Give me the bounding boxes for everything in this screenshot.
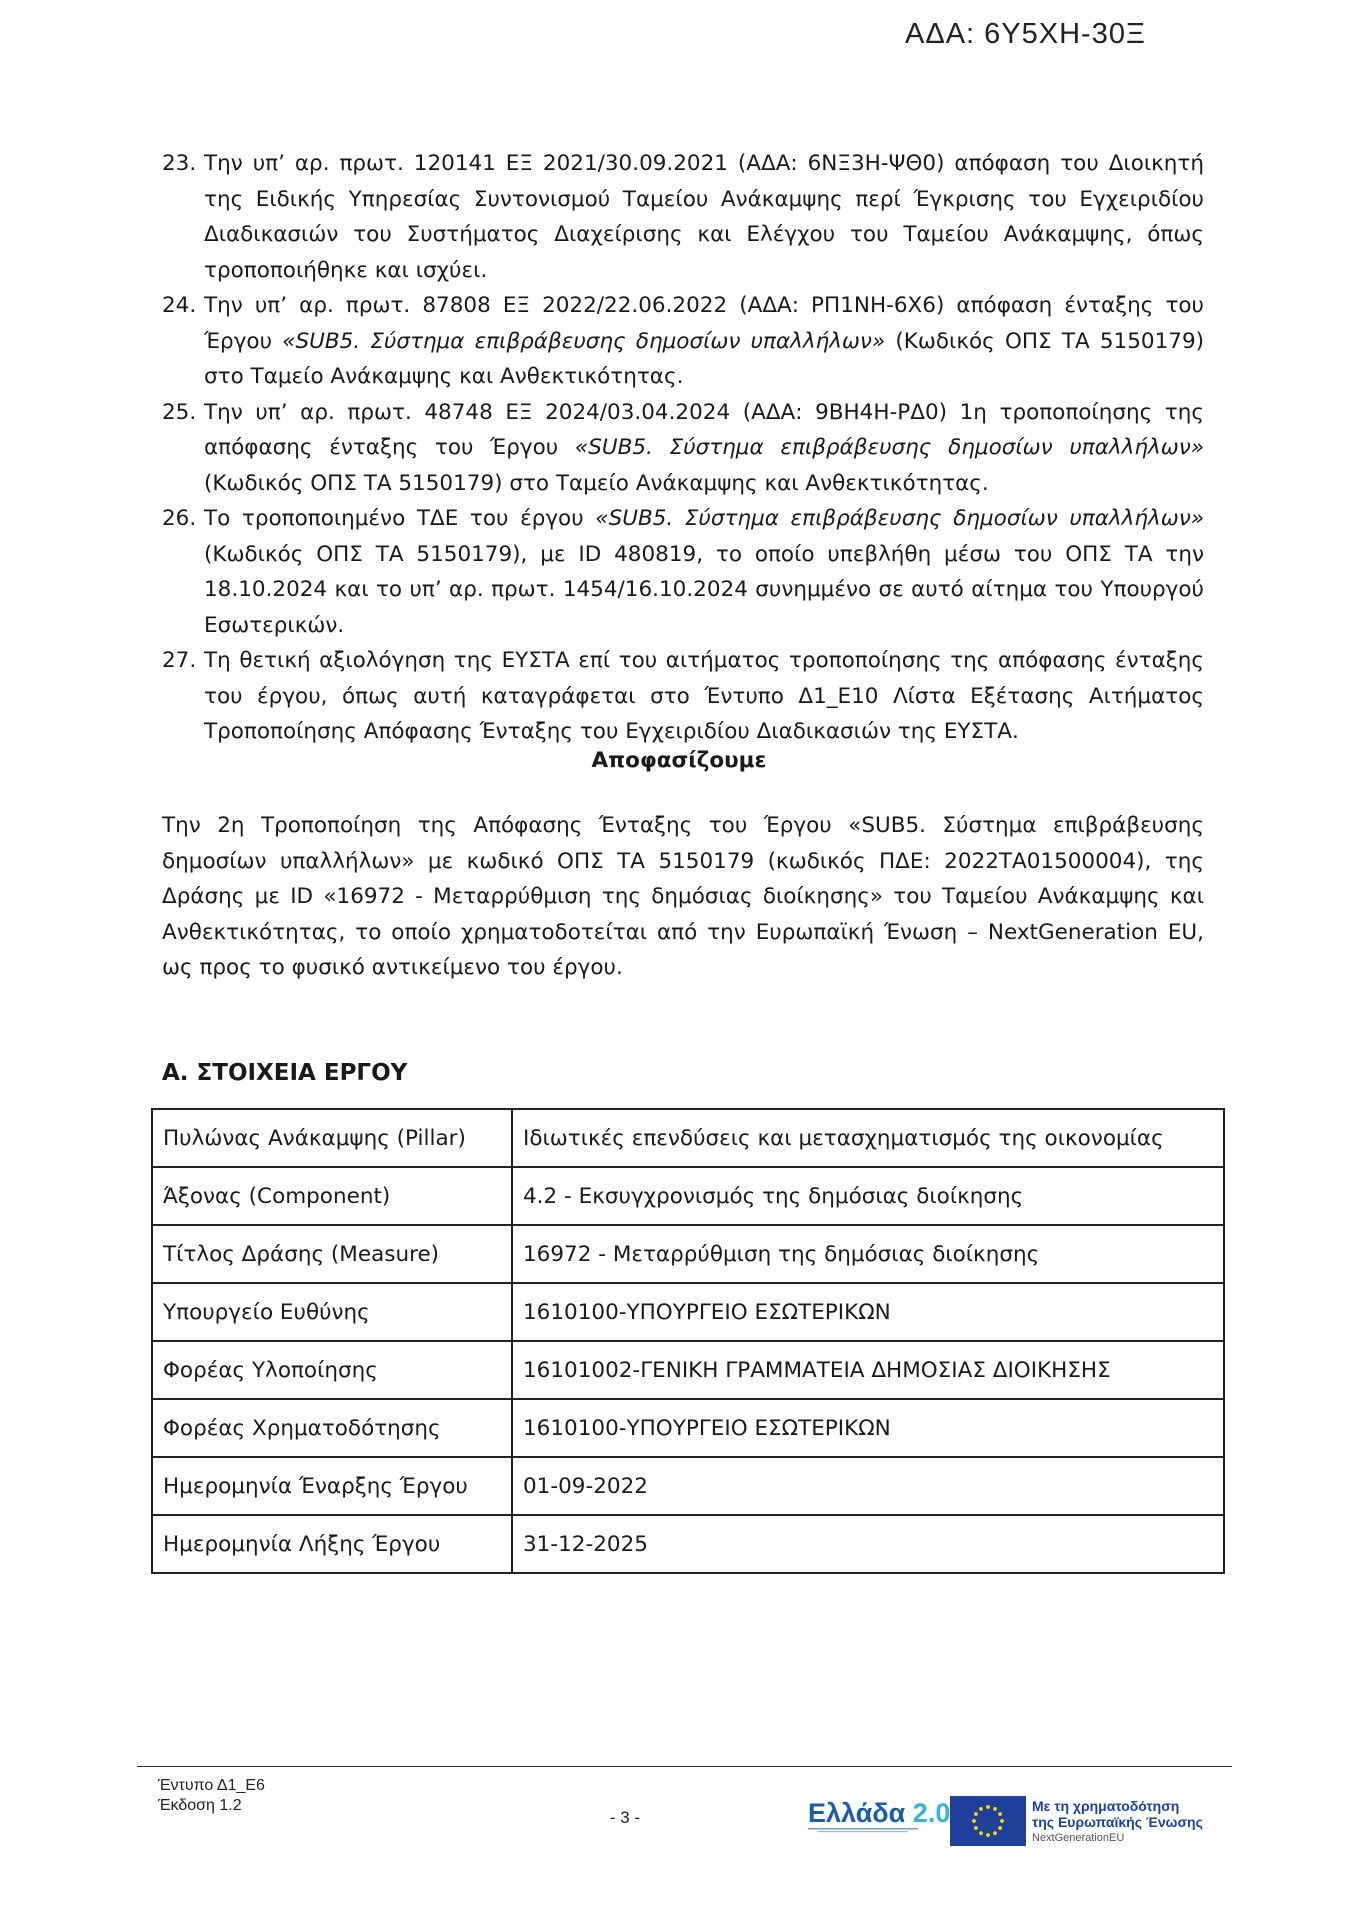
project-title: «SUB5. Σύστημα επιβράβευσης δημοσίων υπαλλήλων»: [574, 435, 1204, 460]
row-value: 1610100-ΥΠΟΥΡΓΕΙΟ ΕΣΩΤΕΡΙΚΩΝ: [512, 1399, 1224, 1457]
list-item: [162, 288, 1204, 395]
row-label: Ημερομηνία Λήξης Έργου: [152, 1515, 512, 1573]
footer-divider: [137, 1766, 1232, 1767]
greece-2-0-logo: Ελλάδα 2.0: [808, 1798, 958, 1848]
considerations-list: [162, 146, 1204, 750]
row-label: Υπουργείο Ευθύνης: [152, 1283, 512, 1341]
item-text: Το τροποποιημένο ΤΔΕ του έργου «SUB5. Σύστημα επιβράβευσης δημοσίων υπαλλήλων» (Κωδικός ΟΠΣ ΤΑ 5150179), με ID 480819, το οποίο υπεβλήθη μέσω του ΟΠΣ ΤΑ την 18.10.2024 και το υπ’ αρ. πρωτ. 1454/16.10.2024 συνημμένο σε αυτό αίτημα του Υπουργού Εσωτερικών.: [204, 506, 1204, 638]
table-row: [152, 1399, 1224, 1457]
table-row: [152, 1283, 1224, 1341]
form-version: Έκδοση 1.2: [158, 1797, 242, 1814]
project-details-table: [151, 1108, 1225, 1574]
project-title: «SUB5. Σύστημα επιβράβευσης δημοσίων υπαλλήλων»: [282, 328, 886, 354]
table-row: [152, 1109, 1224, 1167]
decision-paragraph: Την 2η Τροποποίηση της Απόφασης Ένταξης του Έργου «SUB5. Σύστημα επιβράβευσης δημοσίων υπαλλήλων» με κωδικό ΟΠΣ ΤΑ 5150179 (κωδικός ΠΔΕ: 2022ΤΑ01500004), της Δράσης με ID «16972 - Μεταρρύθμιση της δημόσιας διοίκησης» του Ταμείου Ανάκαμψης και Ανθεκτικότητας, το οποίο χρηματοδοτείται από την Ευρωπαϊκή Ένωση – NextGeneration EU, ως προς το φυσικό αντικείμενο του έργου.: [162, 813, 1204, 980]
row-value: 16101002-ΓΕΝΙΚΗ ΓΡΑΜΜΑΤΕΙΑ ΔΗΜΟΣΙΑΣ ΔΙΟΙΚΗΣΗΣ: [512, 1341, 1224, 1399]
decision-heading: Αποφασίζουμε: [591, 748, 767, 773]
form-code: [158, 1776, 265, 1816]
row-label: Τίτλος Δράσης (Measure): [152, 1225, 512, 1283]
list-item: [162, 643, 1204, 750]
row-label: Άξονας (Component): [152, 1167, 512, 1225]
list-item: [162, 395, 1204, 502]
project-title: «SUB5. Σύστημα επιβράβευσης δημοσίων υπαλλήλων»: [595, 506, 1204, 531]
list-item: [162, 501, 1204, 643]
item-number: 24.: [162, 293, 197, 318]
page-number: - 3 -: [609, 1808, 641, 1827]
item-number: 23.: [162, 151, 197, 176]
item-number: 26.: [162, 506, 197, 531]
item-number: 25.: [162, 399, 197, 425]
row-value: 16972 - Μεταρρύθμιση της δημόσιας διοίκησης: [512, 1225, 1224, 1283]
item-text: Τη θετική αξιολόγηση της ΕΥΣΤΑ επί του αιτήματος τροποποίησης της απόφασης ένταξης του έργου, όπως αυτή καταγράφεται στο Έντυπο Δ1_Ε10 Λίστα Εξέτασης Αιτήματος Τροποποίησης Απόφασης Ένταξης του Εγχειριδίου Διαδικασιών της ΕΥΣΤΑ.: [204, 648, 1204, 744]
eu-funding-text: Με τη χρηματοδότηση της Ευρωπαϊκής Ένωσης NextGenerationEU: [1032, 1798, 1203, 1844]
table-row: [152, 1225, 1224, 1283]
row-label: Φορέας Χρηματοδότησης: [152, 1399, 512, 1457]
item-text: Την υπ’ αρ. πρωτ. 87808 ΕΞ 2022/22.06.2022 (ΑΔΑ: ΡΠ1ΝΗ-6Χ6) απόφαση ένταξης του Έργου «SUB5. Σύστημα επιβράβευσης δημοσίων υπαλλήλων» (Κωδικός ΟΠΣ ΤΑ 5150179) στο Ταμείο Ανάκαμψης και Ανθεκτικότητας.: [204, 293, 1205, 389]
table-row: [152, 1515, 1224, 1573]
row-label: Πυλώνας Ανάκαμψης (Pillar): [152, 1109, 512, 1167]
list-item: [162, 146, 1204, 288]
row-label: Φορέας Υλοποίησης: [152, 1341, 512, 1399]
table-row: [152, 1167, 1224, 1225]
section-title: Α. ΣΤΟΙΧΕΙΑ ΕΡΓΟΥ: [162, 1060, 408, 1086]
table-row: [152, 1341, 1224, 1399]
row-value: 4.2 - Εκσυγχρονισμός της δημόσιας διοίκησης: [512, 1167, 1224, 1225]
item-text: Την υπ’ αρ. πρωτ. 120141 ΕΞ 2021/30.09.2021 (ΑΔΑ: 6ΝΞ3Η-ΨΘ0) απόφαση του Διοικητή της Ειδικής Υπηρεσίας Συντονισμού Ταμείου Ανάκαμψης περί Έγκρισης του Εγχειριδίου Διαδικασιών του Συστήματος Διαχείρισης και Ελέγχου του Ταμείου Ανάκαμψης, όπως τροποποιήθηκε και ισχύει.: [204, 151, 1204, 283]
table-row: [152, 1457, 1224, 1515]
item-text: Την υπ’ αρ. πρωτ. 48748 ΕΞ 2024/03.04.2024 (ΑΔΑ: 9ΒΗ4Η-ΡΔ0) 1η τροποποίησης της απόφασης ένταξης του Έργου «SUB5. Σύστημα επιβράβευσης δημοσίων υπαλλήλων» (Κωδικός ΟΠΣ ΤΑ 5150179) στο Ταμείο Ανάκαμψης και Ανθεκτικότητας.: [204, 399, 1204, 496]
eu-flag-icon: [950, 1796, 1026, 1846]
row-value: 1610100-ΥΠΟΥΡΓΕΙΟ ΕΣΩΤΕΡΙΚΩΝ: [512, 1283, 1224, 1341]
ada-code: ΑΔΑ: 6Υ5ΧΗ-30Ξ: [905, 18, 1146, 50]
item-number: 27.: [162, 648, 197, 673]
form-name: Έντυπο Δ1_Ε6: [158, 1777, 265, 1794]
row-value: Ιδιωτικές επενδύσεις και μετασχηματισμός της οικονομίας: [512, 1109, 1224, 1167]
row-label: Ημερομηνία Έναρξης Έργου: [152, 1457, 512, 1515]
row-value: 31-12-2025: [512, 1515, 1224, 1573]
row-value: 01-09-2022: [512, 1457, 1224, 1515]
